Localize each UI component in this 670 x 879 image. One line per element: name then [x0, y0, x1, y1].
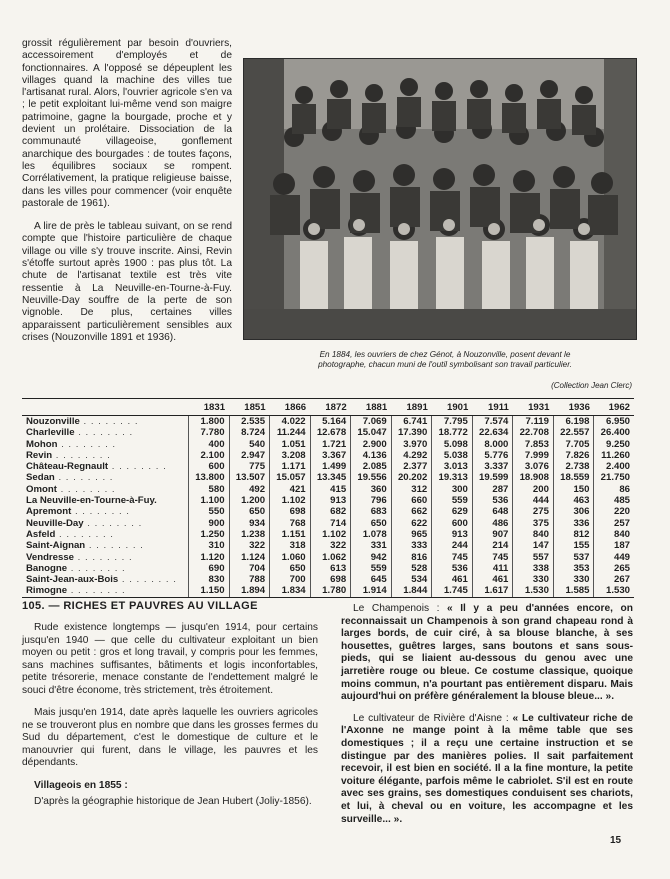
- commune-name: [22, 574, 189, 585]
- year-header: 1911: [472, 399, 513, 416]
- table-row: [22, 461, 634, 472]
- population-cell: 7.119: [513, 416, 554, 428]
- table-row: [22, 518, 634, 529]
- population-cell: 1.800: [189, 416, 230, 428]
- population-cell: 536: [432, 563, 473, 574]
- population-cell: 1.250: [189, 529, 230, 540]
- photo-caption: En 1884, les ouvriers de chez Génot, à Nouzonville, posent devant le photographe, chacun muni de l'outil symbolisant son travail particulier.: [318, 350, 572, 369]
- population-cell: 662: [391, 506, 432, 517]
- section-title: 105. — RICHES ET PAUVRES AU VILLAGE: [22, 600, 258, 612]
- leader-dots: . . . . . . . .: [79, 416, 139, 427]
- population-cell: 492: [229, 484, 270, 495]
- leader-dots: . . . . . . . .: [118, 574, 177, 586]
- year-header: 1866: [270, 399, 311, 416]
- population-cell: 1.834: [270, 585, 311, 597]
- population-cell: 421: [270, 484, 311, 495]
- population-cell: 3.208: [270, 450, 311, 461]
- population-cell: 22.708: [513, 427, 554, 438]
- commune-label: Château-Regnault: [26, 461, 109, 473]
- leader-dots: . . . . . . . .: [54, 472, 114, 484]
- commune-name: [22, 472, 189, 483]
- commune-label: Saint-Jean-aux-Bois: [26, 574, 119, 586]
- leader-dots: . . . . . . . .: [83, 517, 143, 529]
- commune-label: Nouzonville: [26, 416, 80, 427]
- table-row: [22, 416, 634, 428]
- population-cell: 1.530: [594, 585, 634, 597]
- population-cell: 312: [391, 484, 432, 495]
- population-cell: 22.634: [472, 427, 513, 438]
- commune-label: Banogne: [26, 562, 68, 574]
- population-cell: 2.377: [391, 461, 432, 472]
- population-cell: 200: [513, 484, 554, 495]
- population-cell: 7.574: [472, 416, 513, 428]
- population-cell: 187: [594, 540, 634, 551]
- population-cell: 7.795: [432, 416, 473, 428]
- population-cell: 7.705: [553, 439, 594, 450]
- population-cell: 840: [594, 529, 634, 540]
- population-cell: 449: [594, 552, 634, 563]
- population-cell: 913: [310, 495, 351, 506]
- group-of-workers-image: [244, 59, 636, 339]
- population-cell: 812: [553, 529, 594, 540]
- commune-name: [22, 529, 189, 540]
- population-cell: 338: [513, 563, 554, 574]
- year-header: 1901: [432, 399, 473, 416]
- commune-label: Apremont: [26, 506, 72, 518]
- table-row: [22, 529, 634, 540]
- champenois-lead: Le Champenois :: [353, 603, 440, 614]
- population-cell: 622: [391, 518, 432, 529]
- population-cell: 745: [472, 552, 513, 563]
- population-cell: 1.078: [351, 529, 392, 540]
- commune-name: [22, 518, 189, 529]
- commune-label: Asfeld: [26, 528, 56, 540]
- population-cell: 1.894: [229, 585, 270, 597]
- population-cell: 1.051: [270, 439, 311, 450]
- year-header: 1872: [310, 399, 351, 416]
- population-cell: 913: [432, 529, 473, 540]
- population-cell: 2.100: [189, 450, 230, 461]
- population-cell: 690: [189, 563, 230, 574]
- population-cell: 7.069: [351, 416, 392, 428]
- population-cell: 331: [351, 540, 392, 551]
- right-paragraph-1: [341, 603, 633, 704]
- commune-name: [22, 506, 189, 517]
- population-cell: 4.136: [351, 450, 392, 461]
- population-cell: 645: [351, 574, 392, 585]
- commune-label: Omont: [26, 483, 57, 495]
- table-row: [22, 472, 634, 483]
- population-cell: 411: [472, 563, 513, 574]
- commune-label: Sedan: [26, 472, 55, 484]
- table-row: [22, 563, 634, 574]
- population-cell: 485: [594, 495, 634, 506]
- population-cell: 275: [513, 506, 554, 517]
- left-paragraph-3: D'après la géographie historique de Jean Hubert (Joliy-1856).: [34, 796, 312, 807]
- commune-name: [22, 461, 189, 472]
- commune-label: La Neuville-en-Tourne-à-Fuy.: [26, 495, 157, 507]
- population-cell: 1.102: [310, 529, 351, 540]
- population-cell: 4.292: [391, 450, 432, 461]
- cultivateur-quote: « Le cultivateur riche de l'Axonne ne mange point à la même table que ses domestiques ; il a reçu une certaine instruction et se distingue par des manières polies. Il sait parfaitement recevoir, il est bien en société. Il a la fine monture, la petite voiture élégante, parfois même le cabriolet. S'il est en route avec ses grains, ses domestiques conduisent ses chariots, et lui, à cheval ou en voiture, les accompagne et les surveille... ».: [341, 712, 633, 825]
- population-cell: 1.062: [310, 552, 351, 563]
- population-cell: 700: [270, 574, 311, 585]
- leader-dots: . . . . . . . .: [74, 551, 133, 563]
- population-cell: 1.124: [229, 552, 270, 563]
- population-cell: 600: [432, 518, 473, 529]
- population-cell: 18.908: [513, 472, 554, 483]
- population-cell: 1.100: [189, 495, 230, 506]
- commune-name: [22, 484, 189, 495]
- population-cell: 17.390: [391, 427, 432, 438]
- population-cell: 5.098: [432, 439, 473, 450]
- population-cell: 7.853: [513, 439, 554, 450]
- population-cell: 353: [553, 563, 594, 574]
- population-cell: 550: [189, 506, 230, 517]
- population-cell: 1.120: [189, 552, 230, 563]
- population-cell: 629: [432, 506, 473, 517]
- population-cell: 267: [594, 574, 634, 585]
- commune-name: [22, 427, 189, 438]
- table-row: [22, 552, 634, 563]
- population-cell: 1.102: [270, 495, 311, 506]
- population-cell: 360: [351, 484, 392, 495]
- population-cell: 600: [189, 461, 230, 472]
- commune-label: Saint-Aignan: [26, 540, 86, 552]
- population-cell: 1.617: [472, 585, 513, 597]
- commune-name: [22, 495, 189, 506]
- commune-name: [22, 450, 189, 461]
- population-cell: 461: [432, 574, 473, 585]
- population-cell: 4.022: [270, 416, 311, 428]
- population-cell: 13.345: [310, 472, 351, 483]
- champenois-quote: « Il y a peu d'années encore, on reconnaissait un Champenois à son grand chapeau rond à larges bords, de cuir ciré, à sa blouse blanche, à ses housettes, guêtres larges, sans boutons et sans sous-pieds, qui se liaient au-dessous du genou avec une jarretière rouge ou bleue. Ce costume classique, quoique moins commun, n'a pourtant pas entièrement disparu. Mais aujourd'hui on préfère généralement la blouse bleue... ».: [341, 603, 633, 703]
- population-cell: 6.198: [553, 416, 594, 428]
- year-header: 1962: [594, 399, 634, 416]
- population-cell: 830: [189, 574, 230, 585]
- population-cell: 816: [391, 552, 432, 563]
- table-header-row: [22, 399, 634, 416]
- population-cell: 775: [229, 461, 270, 472]
- population-cell: 400: [189, 439, 230, 450]
- cultivateur-lead: Le cultivateur de Rivière d'Aisne :: [353, 712, 509, 724]
- population-cell: 322: [310, 540, 351, 551]
- table-row: [22, 427, 634, 438]
- population-cell: 788: [229, 574, 270, 585]
- population-cell: 900: [189, 518, 230, 529]
- population-cell: 536: [472, 495, 513, 506]
- leader-dots: . . . . . . . .: [56, 483, 116, 495]
- page-number: 15: [610, 835, 622, 846]
- leader-dots: . . . . . . . .: [71, 506, 130, 518]
- population-cell: 2.085: [351, 461, 392, 472]
- population-cell: 1.745: [432, 585, 473, 597]
- population-cell: 796: [351, 495, 392, 506]
- population-cell: 257: [594, 518, 634, 529]
- population-cell: 13.507: [229, 472, 270, 483]
- population-cell: 580: [189, 484, 230, 495]
- commune-label: Vendresse: [26, 551, 75, 563]
- leader-dots: . . . . . . . .: [67, 585, 126, 597]
- leader-dots: . . . . . . . .: [85, 540, 144, 552]
- commune-name: [22, 563, 189, 574]
- population-cell: 19.599: [472, 472, 513, 483]
- population-cell: 310: [189, 540, 230, 551]
- population-cell: 3.337: [472, 461, 513, 472]
- population-cell: 7.999: [513, 450, 554, 461]
- population-cell: 322: [229, 540, 270, 551]
- table-row: [22, 439, 634, 450]
- right-paragraph-2: [341, 713, 633, 826]
- population-cell: 714: [310, 518, 351, 529]
- population-data-table: [22, 398, 634, 598]
- year-header: 1891: [391, 399, 432, 416]
- population-cell: 333: [391, 540, 432, 551]
- header-blank: [22, 399, 189, 416]
- population-cell: 2.900: [351, 439, 392, 450]
- population-cell: 1.200: [229, 495, 270, 506]
- population-cell: 5.164: [310, 416, 351, 428]
- population-cell: 1.844: [391, 585, 432, 597]
- population-cell: 1.171: [270, 461, 311, 472]
- population-cell: 22.557: [553, 427, 594, 438]
- table-row: [22, 574, 634, 585]
- year-header: 1831: [189, 399, 230, 416]
- population-cell: 648: [472, 506, 513, 517]
- population-cell: 306: [553, 506, 594, 517]
- population-cell: 540: [229, 439, 270, 450]
- population-cell: 660: [391, 495, 432, 506]
- intro-text: [22, 38, 232, 355]
- population-cell: 330: [513, 574, 554, 585]
- villageois-heading: Villageois en 1855 :: [34, 779, 128, 791]
- population-cell: 650: [270, 563, 311, 574]
- historical-photo: [243, 58, 637, 340]
- population-cell: 559: [351, 563, 392, 574]
- population-cell: 300: [432, 484, 473, 495]
- population-cell: 1.060: [270, 552, 311, 563]
- population-table: [22, 398, 634, 598]
- population-cell: 698: [270, 506, 311, 517]
- population-cell: 1.150: [189, 585, 230, 597]
- population-cell: 147: [513, 540, 554, 551]
- intro-paragraph-2: A lire de près le tableau suivant, on se rend compte que l'histoire particulière de chaque village ou ville s'y trouve inscrite. Ainsi, Revin s'étoffe surtout après 1900 : pas plus tôt. La chute de l'artisanat textile est très vite ressentie à La Neuville-en-Tourne-à-Fuy. Neuville-Day souffre de la perte de son vignoble. De plus, certaines villes apparaissent particulièrement sensibles aux crises (Nouzonville 1891 et 1936).: [22, 221, 232, 343]
- population-cell: 907: [472, 529, 513, 540]
- population-cell: 265: [594, 563, 634, 574]
- leader-dots: . . . . . . . .: [67, 562, 126, 574]
- population-cell: 8.724: [229, 427, 270, 438]
- population-cell: 698: [310, 574, 351, 585]
- population-cell: 7.780: [189, 427, 230, 438]
- table-row: [22, 540, 634, 551]
- population-cell: 1.499: [310, 461, 351, 472]
- population-cell: 8.000: [472, 439, 513, 450]
- population-cell: 2.947: [229, 450, 270, 461]
- table-row: [22, 495, 634, 506]
- population-cell: 444: [513, 495, 554, 506]
- commune-label: Mohon: [26, 438, 58, 450]
- commune-name: [22, 540, 189, 551]
- population-cell: 2.535: [229, 416, 270, 428]
- commune-name: [22, 416, 189, 428]
- population-cell: 650: [351, 518, 392, 529]
- population-cell: 15.057: [270, 472, 311, 483]
- population-cell: 5.776: [472, 450, 513, 461]
- population-cell: 461: [472, 574, 513, 585]
- table-row: [22, 585, 634, 597]
- population-cell: 3.367: [310, 450, 351, 461]
- population-cell: 613: [310, 563, 351, 574]
- population-cell: 2.738: [553, 461, 594, 472]
- year-header: 1936: [553, 399, 594, 416]
- table-row: [22, 484, 634, 495]
- population-cell: 1.780: [310, 585, 351, 597]
- population-cell: 1.151: [270, 529, 311, 540]
- population-cell: 375: [513, 518, 554, 529]
- leader-dots: . . . . . . . .: [52, 449, 111, 461]
- population-cell: 6.950: [594, 416, 634, 428]
- commune-name: [22, 552, 189, 563]
- intro-paragraph-1: grossit régulièrement par besoin d'ouvriers, accessoirement d'employés et de fonctionnaires. A l'opposé se dépeuplent les villages quand la machine des villes tue l'artisanat rural. Alors, l'ouvrier agricole s'en va ; le petit exploitant lui-même vend son maigre patrimoine, gagne la bourgade, proche et y devient un prolétaire. Dissociation de la communauté villageoise, gonflement anarchique des bourgades : de toutes façons, les équilibres sociaux se rompent. Corrélativement, la pratique religieuse baisse, dans les villes pour commencer (voir enquête pastorale de 1961).: [22, 38, 232, 209]
- population-cell: 2.400: [594, 461, 634, 472]
- population-cell: 650: [229, 506, 270, 517]
- table-row: [22, 506, 634, 517]
- left-paragraph-2: Mais jusqu'en 1914, date après laquelle les ouvriers agricoles ne se trouveront plus en nombre que dans les grosses fermes du Sud du département, c'est le domestique de culture et le manouvrier qui furent, dans le village, les pauvres et les dépendants.: [22, 707, 318, 768]
- population-cell: 942: [351, 552, 392, 563]
- population-cell: 3.076: [513, 461, 554, 472]
- population-cell: 6.741: [391, 416, 432, 428]
- population-cell: 19.313: [432, 472, 473, 483]
- population-cell: 1.238: [229, 529, 270, 540]
- right-column-text: [341, 603, 633, 835]
- commune-label: Neuville-Day: [26, 517, 84, 529]
- population-cell: 1.721: [310, 439, 351, 450]
- population-cell: 20.202: [391, 472, 432, 483]
- population-cell: 155: [553, 540, 594, 551]
- population-cell: 934: [229, 518, 270, 529]
- population-cell: 534: [391, 574, 432, 585]
- population-cell: 11.260: [594, 450, 634, 461]
- leader-dots: . . . . . . . .: [108, 461, 167, 473]
- left-paragraph-1: Rude existence longtemps — jusqu'en 1914, pour certains jusqu'en 1940 — que celle du cultivateur exploitant un bien moyen ou petit : gros et long travail, y compris pour les femmes, sans machines suffisantes, bâtiments et logis inconfortables, petite trésorerie, menace constante de l'endettement malgré le souci d'être économe, très strictement, très étroitement.: [22, 622, 318, 696]
- population-cell: 704: [229, 563, 270, 574]
- population-cell: 682: [310, 506, 351, 517]
- population-cell: 19.556: [351, 472, 392, 483]
- population-cell: 1.914: [351, 585, 392, 597]
- population-cell: 12.678: [310, 427, 351, 438]
- leader-dots: . . . . . . . .: [57, 438, 117, 450]
- commune-label: Charleville: [26, 427, 75, 439]
- population-cell: 7.826: [553, 450, 594, 461]
- population-cell: 486: [472, 518, 513, 529]
- population-cell: 21.750: [594, 472, 634, 483]
- year-header: 1931: [513, 399, 554, 416]
- population-cell: 86: [594, 484, 634, 495]
- population-cell: 1.585: [553, 585, 594, 597]
- population-cell: 11.244: [270, 427, 311, 438]
- population-cell: 559: [432, 495, 473, 506]
- population-cell: 965: [391, 529, 432, 540]
- commune-label: Rimogne: [26, 585, 68, 597]
- population-cell: 3.013: [432, 461, 473, 472]
- population-cell: 26.400: [594, 427, 634, 438]
- population-cell: 528: [391, 563, 432, 574]
- population-cell: 220: [594, 506, 634, 517]
- left-column-text: [22, 622, 318, 819]
- population-cell: 15.047: [351, 427, 392, 438]
- population-cell: 150: [553, 484, 594, 495]
- commune-name: [22, 585, 189, 597]
- leader-dots: . . . . . . . .: [55, 528, 114, 540]
- table-body: [22, 416, 634, 598]
- population-cell: 18.559: [553, 472, 594, 483]
- population-cell: 244: [432, 540, 473, 551]
- population-cell: 5.038: [432, 450, 473, 461]
- year-header: 1881: [351, 399, 392, 416]
- population-cell: 537: [553, 552, 594, 563]
- photo-credit: (Collection Jean Clerc): [551, 381, 632, 390]
- population-cell: 463: [553, 495, 594, 506]
- commune-label: Revin: [26, 449, 53, 461]
- population-cell: 3.970: [391, 439, 432, 450]
- population-cell: 18.772: [432, 427, 473, 438]
- population-cell: 768: [270, 518, 311, 529]
- year-header: 1851: [229, 399, 270, 416]
- population-cell: 840: [513, 529, 554, 540]
- population-cell: 415: [310, 484, 351, 495]
- population-cell: 13.800: [189, 472, 230, 483]
- population-cell: 318: [270, 540, 311, 551]
- population-cell: 336: [553, 518, 594, 529]
- population-cell: 287: [472, 484, 513, 495]
- population-cell: 330: [553, 574, 594, 585]
- population-cell: 745: [432, 552, 473, 563]
- population-cell: 1.530: [513, 585, 554, 597]
- population-cell: 683: [351, 506, 392, 517]
- population-cell: 9.250: [594, 439, 634, 450]
- commune-name: [22, 439, 189, 450]
- table-row: [22, 450, 634, 461]
- population-cell: 557: [513, 552, 554, 563]
- population-cell: 214: [472, 540, 513, 551]
- leader-dots: . . . . . . . .: [74, 427, 134, 439]
